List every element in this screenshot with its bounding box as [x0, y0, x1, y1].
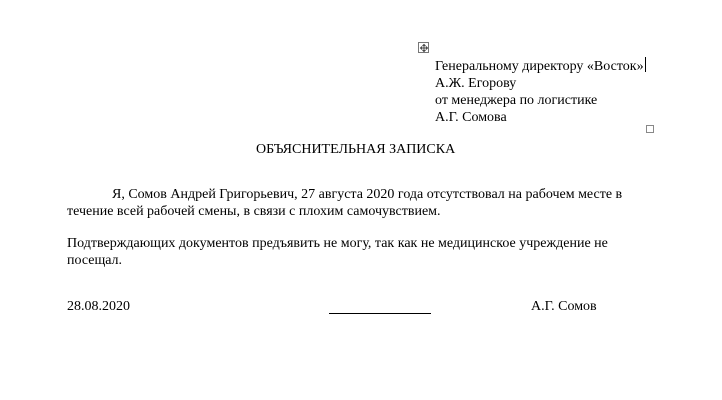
signature-name: А.Г. Сомов	[531, 299, 597, 314]
paragraph-line: течение всей рабочей смены, в связи с плохим самочувствием.	[67, 204, 441, 219]
paragraph-line: Подтверждающих документов предъявить не могу, так как не медицинское учреждение не	[67, 236, 608, 251]
table-move-handle-icon[interactable]	[418, 42, 429, 53]
signature-line	[329, 313, 431, 314]
signature-date: 28.08.2020	[67, 299, 130, 314]
addressee-sender-name: А.Г. Сомова	[435, 110, 507, 125]
addressee-sender-title: от менеджера по логистике	[435, 93, 598, 108]
table-resize-handle-icon[interactable]	[646, 125, 654, 133]
addressee-line	[435, 57, 646, 75]
addressee-recipient-name: А.Ж. Егорову	[435, 76, 517, 91]
body-paragraph-2[interactable]	[67, 235, 627, 269]
paragraph-line: посещал.	[67, 253, 123, 268]
addressee-block[interactable]	[435, 57, 646, 126]
paragraph-line: Я, Сомов Андрей Григорьевич, 27 августа 2020 года отсутствовал на рабочем месте в	[112, 187, 623, 202]
document-title: ОБЪЯСНИТЕЛЬНАЯ ЗАПИСКА	[256, 142, 456, 157]
body-paragraph-1[interactable]	[67, 186, 627, 220]
addressee-recipient-title: Генеральному директору «Восток»	[435, 59, 644, 74]
text-caret	[645, 57, 646, 72]
